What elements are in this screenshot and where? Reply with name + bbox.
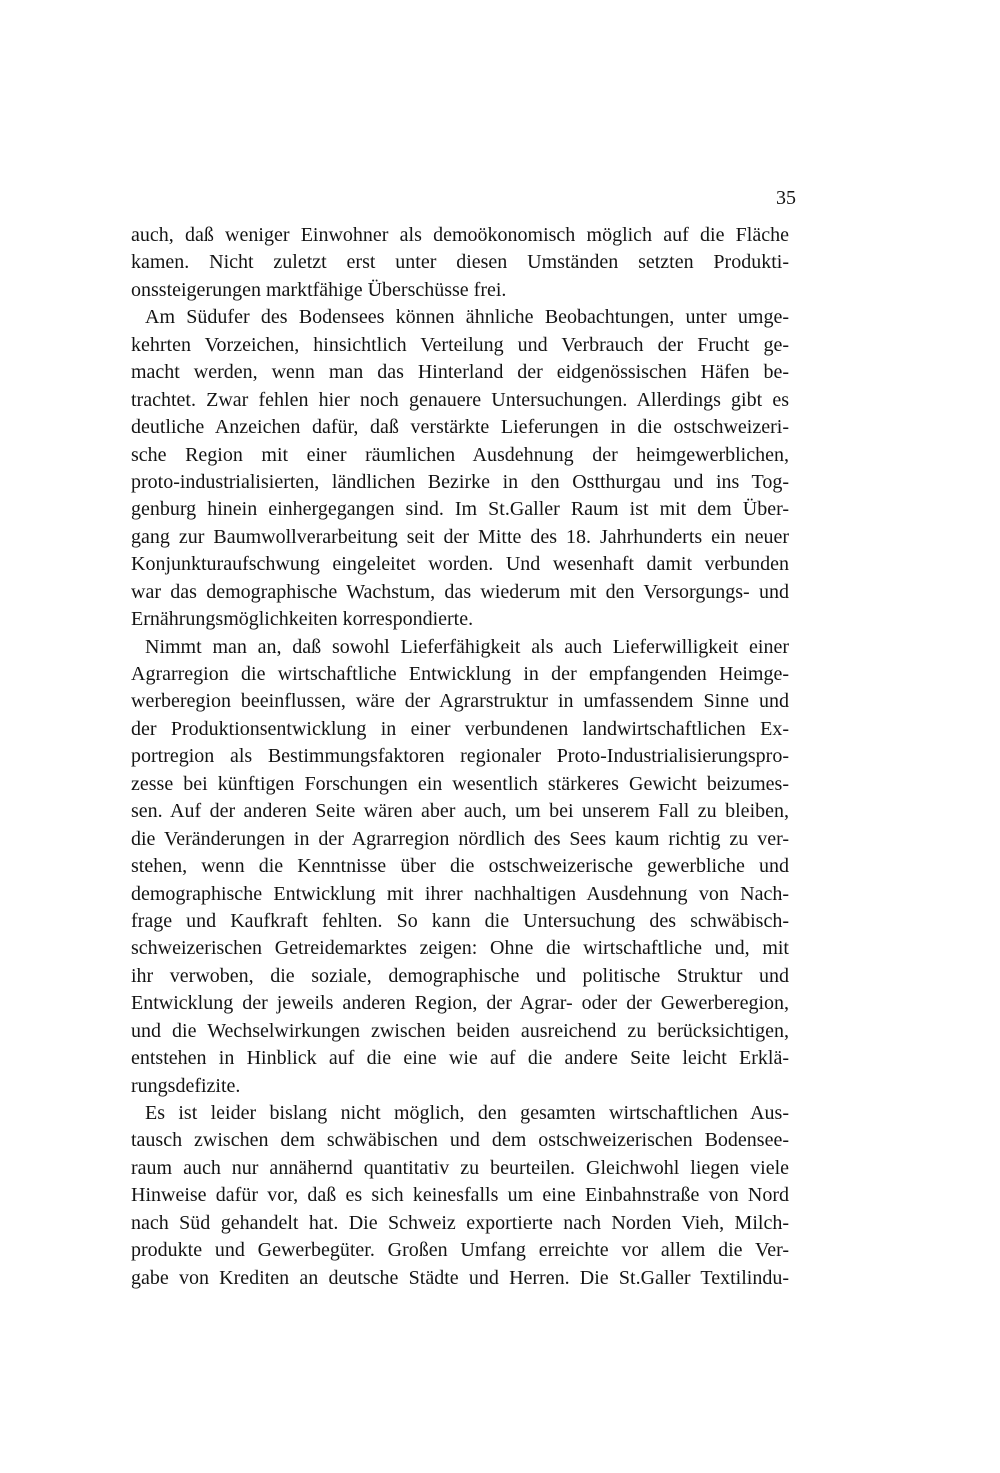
text-line: deutliche Anzeichen dafür, daß verstärkte Lieferungen in die ostschweizeri- — [131, 416, 789, 439]
text-line: stehen, wenn die Kenntnisse über die ostschweizerische gewerbliche und — [131, 855, 789, 878]
text-line: proto-industrialisierten, ländlichen Bezirke in den Ostthurgau und ins Tog- — [131, 470, 789, 493]
text-line: macht werden, wenn man das Hinterland der eidgenössischen Häfen be- — [131, 361, 789, 384]
text-line: gabe von Krediten an deutsche Städte und Herren. Die St.Galler Textilindu- — [131, 1266, 789, 1289]
text-line: Entwicklung der jeweils anderen Region, der Agrar- oder der Gewerberegion, — [131, 992, 789, 1015]
body-text — [131, 222, 789, 1292]
text-line: auch, daß weniger Einwohner als demoökonomisch möglich auf die Fläche — [131, 224, 789, 246]
text-line: trachtet. Zwar fehlen hier noch genauere Untersuchungen. Allerdings gibt es — [131, 388, 789, 411]
text-line: zesse bei künftigen Forschungen ein wesentlich stärkeres Gewicht beizumes- — [131, 772, 789, 795]
text-line: tausch zwischen dem schwäbischen und dem ostschweizerischen Bodensee- — [131, 1129, 789, 1152]
text-line: die Veränderungen in der Agrarregion nördlich des Sees kaum richtig zu ver- — [131, 827, 789, 850]
text-line: kamen. Nicht zuletzt erst unter diesen Umständen setzten Produkti- — [131, 251, 789, 274]
text-line: produkte und Gewerbegüter. Großen Umfang erreichte vor allem die Ver- — [131, 1239, 789, 1262]
text-line: genburg hinein einhergegangen sind. Im St.Galler Raum ist mit dem Über- — [131, 498, 789, 521]
text-line: rungsdefizite. — [131, 1074, 241, 1097]
text-line: raum auch nur annähernd quantitativ zu beurteilen. Gleichwohl liegen viele — [131, 1156, 789, 1179]
text-line: Konjunkturaufschwung eingeleitet worden. Und wesenhaft damit verbunden — [131, 553, 789, 576]
text-line: Hinweise dafür vor, daß es sich keinesfalls um eine Einbahnstraße von Nord — [131, 1184, 789, 1207]
text-line: Ernährungsmöglichkeiten korrespondierte. — [131, 608, 474, 631]
text-line: Nimmt man an, daß sowohl Lieferfähigkeit als auch Lieferwilligkeit einer — [145, 635, 789, 658]
text-line: Agrarregion die wirtschaftliche Entwicklung in der empfangenden Heimge- — [131, 663, 789, 685]
text-line: nach Süd gehandelt hat. Die Schweiz exportierte nach Norden Vieh, Milch- — [131, 1211, 789, 1234]
text-line: sche Region mit einer räumlichen Ausdehnung der heimgewerblichen, — [131, 443, 789, 466]
text-line: war das demographische Wachstum, das wiederum mit den Versorgungs- und — [131, 580, 789, 603]
text-line: Es ist leider bislang nicht möglich, den gesamten wirtschaftlichen Aus- — [145, 1102, 789, 1124]
text-line: frage und Kaufkraft fehlten. So kann die Untersuchung des schwäbisch- — [131, 909, 789, 932]
text-line: ihr verwoben, die soziale, demographische und politische Struktur und — [131, 964, 789, 987]
text-line: und die Wechselwirkungen zwischen beiden ausreichend zu berücksichtigen, — [131, 1019, 789, 1042]
text-line: portregion als Bestimmungsfaktoren regionaler Proto-Industrialisierungspro- — [131, 745, 789, 768]
text-line: schweizerischen Getreidemarktes zeigen: Ohne die wirtschaftliche und, mit — [131, 937, 789, 960]
text-line: Am Südufer des Bodensees können ähnliche Beobachtungen, unter umge- — [145, 306, 789, 329]
text-line: sen. Auf der anderen Seite wären aber auch, um bei unserem Fall zu bleiben, — [131, 800, 789, 823]
text-line: der Produktionsentwicklung in einer verbundenen landwirtschaftlichen Ex- — [131, 717, 789, 740]
page-number: 35 — [776, 187, 796, 209]
text-line: onssteigerungen marktfähige Überschüsse frei. — [131, 278, 507, 301]
text-line: gang zur Baumwollverarbeitung seit der Mitte des 18. Jahrhunderts ein neuer — [131, 525, 789, 548]
text-line: kehrten Vorzeichen, hinsichtlich Verteilung und Verbrauch der Frucht ge- — [131, 333, 789, 356]
text-line: entstehen in Hinblick auf die eine wie auf die andere Seite leicht Erklä- — [131, 1047, 789, 1070]
text-line: werberegion beeinflussen, wäre der Agrarstruktur in umfassendem Sinne und — [131, 690, 789, 713]
text-line: demographische Entwicklung mit ihrer nachhaltigen Ausdehnung von Nach- — [131, 882, 789, 905]
